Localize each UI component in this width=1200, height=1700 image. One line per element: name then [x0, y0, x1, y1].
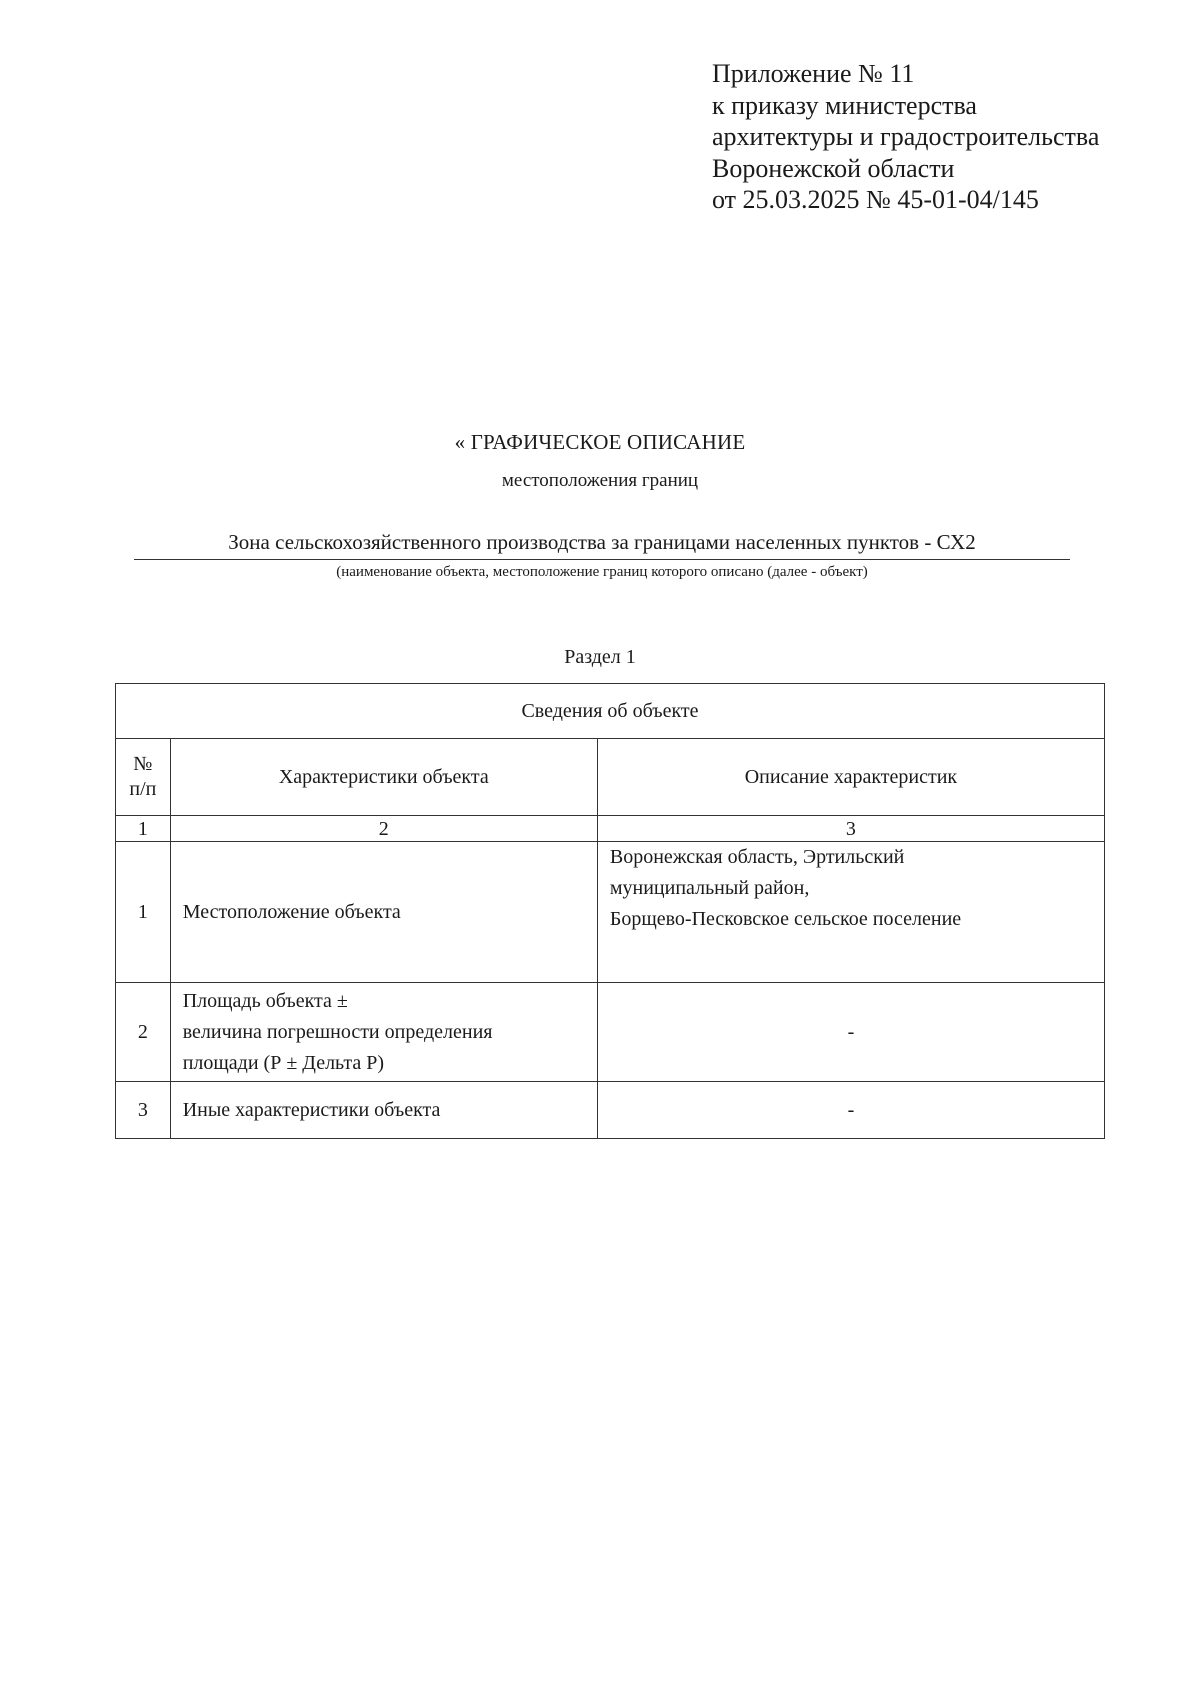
- row-description-line: Борщево-Песковское сельское поселение: [609, 908, 962, 930]
- section-label: Раздел 1: [564, 646, 636, 668]
- object-name-block: [134, 530, 1070, 581]
- row-description-line: Воронежская область, Эртильский: [609, 846, 905, 868]
- row-num: 1: [116, 842, 171, 983]
- document-title: « ГРАФИЧЕСКОЕ ОПИСАНИЕ: [454, 430, 746, 454]
- row-num: 2: [116, 983, 171, 1082]
- column-index-3: 3: [597, 816, 1104, 842]
- row-characteristic: Иные характеристики объекта: [170, 1082, 597, 1139]
- table-row: [116, 1082, 1105, 1139]
- object-name-caption: (наименование объекта, местоположение границ которого описано (далее - объект): [336, 564, 868, 580]
- approval-line-order: к приказу министерства: [712, 90, 977, 120]
- row-description: [597, 842, 1104, 983]
- header-num: [116, 739, 171, 816]
- row-characteristic: Местоположение объекта: [170, 842, 597, 983]
- row-description-line: муниципальный район,: [609, 877, 810, 899]
- row-num: 3: [116, 1082, 171, 1139]
- approval-line-date-number: от 25.03.2025 № 45-01-04/145: [712, 185, 1039, 214]
- approval-line-ministry: архитектуры и градостроительства: [712, 122, 1100, 151]
- header-characteristic: Характеристики объекта: [170, 739, 597, 816]
- column-index-1: 1: [116, 816, 171, 842]
- table-caption: Сведения об объекте: [116, 684, 1105, 739]
- approval-line-region: Воронежской области: [712, 153, 955, 183]
- object-info-table: [115, 683, 1105, 1139]
- column-index-2: 2: [170, 816, 597, 842]
- header-num-line2: п/п: [129, 778, 157, 800]
- header-num-line1: №: [133, 753, 153, 775]
- table-index-row: [116, 816, 1105, 842]
- row-characteristic-line: площади (Р ± Дельта Р): [182, 1051, 385, 1074]
- document-subtitle: местоположения границ: [501, 470, 699, 491]
- object-name: Зона сельскохозяйственного производства за границами населенных пунктов - СХ2: [134, 530, 1070, 560]
- table-header-row: [116, 739, 1105, 816]
- row-description: -: [597, 1082, 1104, 1139]
- row-characteristic-line: величина погрешности определения: [182, 1020, 493, 1043]
- row-description: -: [597, 983, 1104, 1082]
- table-row: [116, 842, 1105, 983]
- table-caption-row: [116, 684, 1105, 739]
- approval-line-appendix: Приложение № 11: [712, 59, 915, 88]
- header-description: Описание характеристик: [597, 739, 1104, 816]
- table-row: [116, 983, 1105, 1082]
- approval-stamp-block: [712, 58, 1182, 216]
- row-characteristic: [170, 983, 597, 1082]
- row-characteristic-line: Площадь объекта ±: [182, 989, 348, 1012]
